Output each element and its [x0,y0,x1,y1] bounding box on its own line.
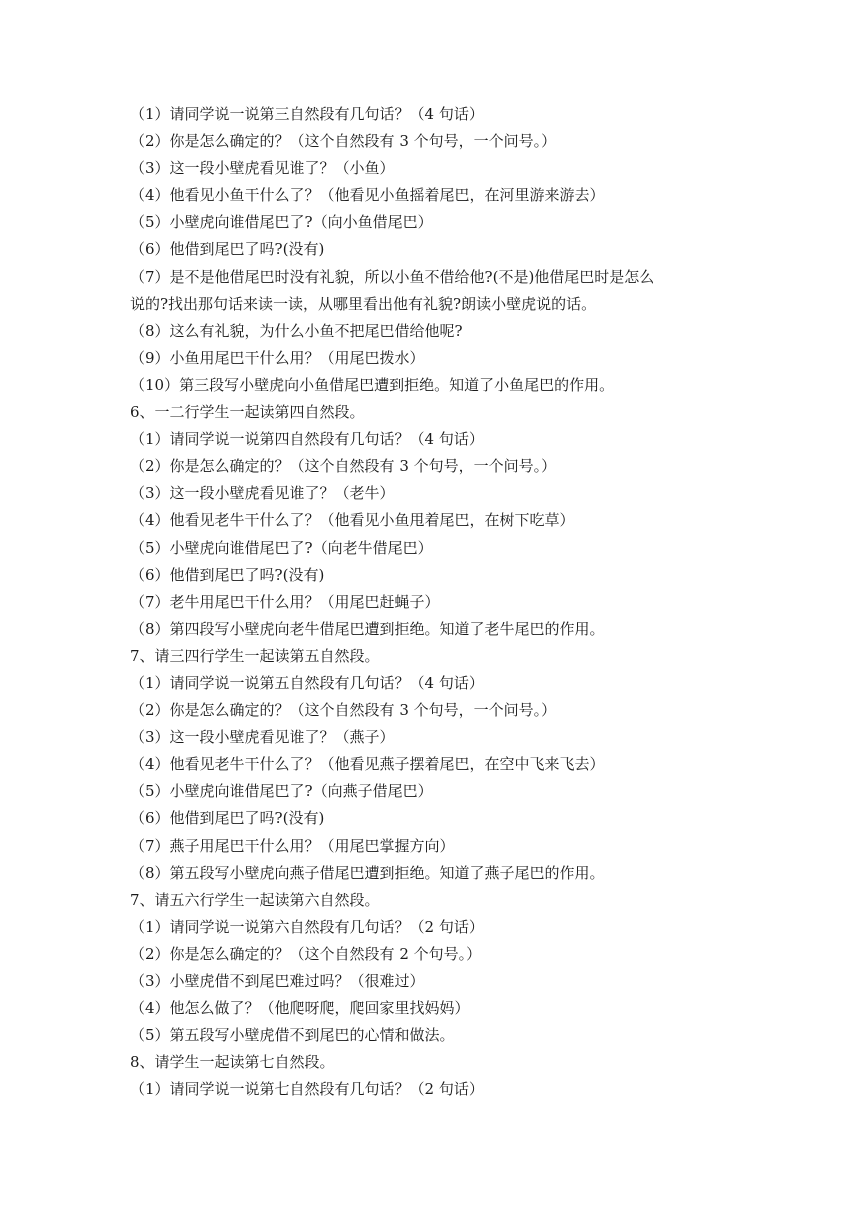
text-line: （4）他怎么做了？（他爬呀爬，爬回家里找妈妈） [130,999,470,1018]
text-line: （3）这一段小壁虎看见谁了？（老牛） [130,484,395,503]
text-line: （4）他看见老牛干什么了？（他看见小鱼甩着尾巴，在树下吃草） [130,511,575,530]
text-line: （3）这一段小壁虎看见谁了？（小鱼） [130,159,395,178]
text-line: （2）你是怎么确定的？（这个自然段有 2 个句号。） [130,944,482,963]
text-line: （9）小鱼用尾巴干什么用？（用尾巴拨水） [130,348,425,367]
text-line: （5）第五段写小壁虎借不到尾巴的心情和做法。 [130,1026,455,1045]
section-heading: 7、请三四行学生一起读第五自然段。 [130,646,380,665]
text-line: （7）是不是他借尾巴时没有礼貌，所以小鱼不借给他?(不是)他借尾巴时是怎么 [130,267,655,286]
text-line: （4）他看见老牛干什么了？（他看见燕子摆着尾巴，在空中飞来飞去） [130,755,605,774]
text-line: （5）小壁虎向谁借尾巴了?（向燕子借尾巴） [130,782,433,801]
text-line: （6）他借到尾巴了吗?(没有) [130,809,325,828]
text-line: （10）第三段写小壁虎向小鱼借尾巴遭到拒绝。知道了小鱼尾巴的作用。 [130,375,615,394]
text-line: （1）请同学说一说第五自然段有几句话？（4 句话） [130,673,484,692]
text-line: 说的?找出那句话来读一读，从哪里看出他有礼貌?朗读小壁虎说的话。 [130,294,597,313]
text-line: （6）他借到尾巴了吗?(没有) [130,240,325,259]
text-line: （8）这么有礼貌，为什么小鱼不把尾巴借给他呢? [130,321,463,340]
text-line: （8）第四段写小壁虎向老牛借尾巴遭到拒绝。知道了老牛尾巴的作用。 [130,619,605,638]
text-line: （2）你是怎么确定的？（这个自然段有 3 个句号，一个问号。） [130,701,557,720]
text-line: （3）这一段小壁虎看见谁了？（燕子） [130,728,395,747]
text-line: （6）他借到尾巴了吗?(没有) [130,565,325,584]
text-line: （5）小壁虎向谁借尾巴了?（向小鱼借尾巴） [130,213,433,232]
section-heading: 8、请学生一起读第七自然段。 [130,1053,335,1072]
text-line: （1）请同学说一说第七自然段有几句话？（2 句话） [130,1080,484,1099]
document-body [130,101,730,1103]
text-line: （2）你是怎么确定的？（这个自然段有 3 个句号，一个问号。） [130,457,557,476]
text-line: （7）燕子用尾巴干什么用？（用尾巴掌握方向） [130,836,455,855]
section-heading: 7、请五六行学生一起读第六自然段。 [130,890,380,909]
text-line: （1）请同学说一说第六自然段有几句话？（2 句话） [130,917,484,936]
text-line: （3）小壁虎借不到尾巴难过吗？（很难过） [130,972,425,990]
text-line: （2）你是怎么确定的？（这个自然段有 3 个句号，一个问号。） [130,132,557,151]
text-line: （4）他看见小鱼干什么了？（他看见小鱼摇着尾巴，在河里游来游去） [130,186,605,205]
text-line: （5）小壁虎向谁借尾巴了?（向老牛借尾巴） [130,538,433,557]
section-heading: 6、一二行学生一起读第四自然段。 [130,403,365,422]
text-line: （1）请同学说一说第四自然段有几句话？（4 句话） [130,430,484,449]
text-line: （8）第五段写小壁虎向燕子借尾巴遭到拒绝。知道了燕子尾巴的作用。 [130,863,605,882]
text-line: （1）请同学说一说第三自然段有几句话？（4 句话） [130,105,484,123]
text-line: （7）老牛用尾巴干什么用？（用尾巴赶蝇子） [130,592,440,611]
